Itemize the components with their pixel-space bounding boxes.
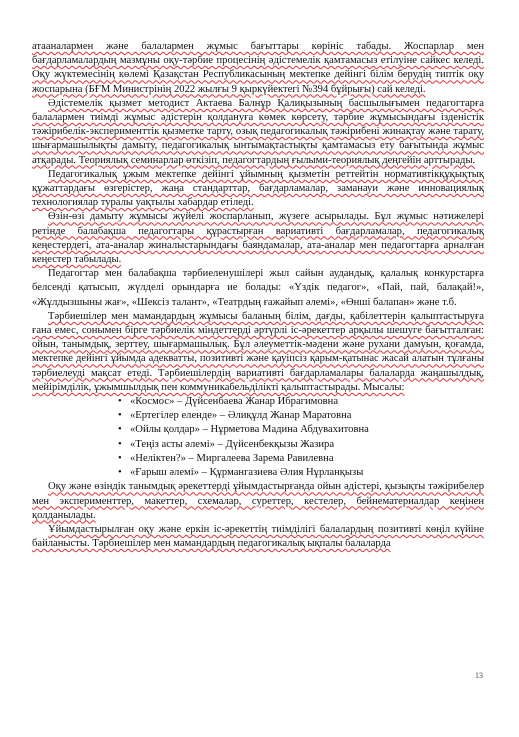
paragraph-p3: Педагогикалық ұжым мектепке дейінгі ұйымның қызметін реттейтін нормативтікқұқықтық құжаттардағы өзгерістер, жаңа стандарттар, бағдарламалар, заманауи және инновациялық технологиялар туралы уақтылы хабардар етіледі. bbox=[32, 168, 484, 209]
paragraph-p7: Оқу және өзіндік танымдық әрекеттерді ұйымдастырғанда ойын әдістері, қызықты тәжірибелер мен эксперименттер, макеттер, схемалар, суреттер, кестелер, бейнематериалдар кеңінен қолданылады. bbox=[32, 481, 484, 521]
list-item: • «Ертегілер еленде» – Әлиқұлд Жанар Маратовна bbox=[118, 409, 484, 423]
list-item: • «Неліктен?» – Миргалеева Зарема Равилевна bbox=[118, 452, 484, 466]
list-item: • «Ойлы қолдар» – Нұрметова Мадина Абдувахитовна bbox=[118, 423, 484, 437]
paragraph-p8: Ұйымдастырылған оқу және еркін іс-әрекеттің тиімділігі балалардың позитивті көңіл күйіне байланысты. Тәрбиешілер мен мамандардың педагогикалық ықпалы балаларда bbox=[32, 523, 484, 550]
paragraph-p4: Өзін-өзі дамыту жұмысы жүйелі жоспарланып, жүзеге асырылады. Бұл жұмыс нәтижелері ретінде балабақша педагогтары құрастырған вариативті бағдарламалар, педагогикалық кеңестердегі, ата-аналар жиналыстарындағы баяндамалар, ата-аналар мен педагогтарға арналған кеңестер табылады. bbox=[32, 211, 484, 266]
list-item: • «Ғарыш әлемі» – Құрмангазиева Әлия Нұрланқызы bbox=[118, 466, 484, 480]
paragraph-p1: атааналармен және балалармен жұмыс бағыттары көрініс табады. Жоспарлар мен бағдарламалардың мазмұны оқу-тәрбие процесінің әдістемелік қамтамасыз етілуіне сайкес келеді. Оқу жүктемесінің көлемі Қазақстан Республикасының мектепке дейінгі білім берудің типтік оқу жоспарына (БҒМ Министрінің 2022 жылғы 9 қыркүйектегі №394 бұйрығы) сай келеді. bbox=[32, 41, 484, 95]
list-item: • «Теңіз асты әлемі» – Дүйсенбекқызы Жазира bbox=[118, 438, 484, 452]
paragraph-p2: Әдістемелік қызмет методист Актаева Балнұр Қалиқызының басшылығымен педагогтарға балалармен тиімді жұмыс әдістерін қолдануға көмек көрсету, тәрбие жұмысындағы ізденістік тәжірибелік-эксперименттік қызметке тарту, озық педагогикалық тәжірибені жинақтау және тарату, шығармашылықты дамыту, педагогикалық ынтымақтастықты қамтамасыз ету бағытында жұмыс атқарады. Теориялық семинарлар өткізіп, педагогтардың ғылыми-теориялық деңгейін арттырады. bbox=[32, 97, 484, 166]
document-body bbox=[32, 40, 484, 551]
paragraph-p5: Педагогтар мен балабақша тәрбиеленушілері жыл сайын аудандық, қалалық конкурстарға белсенді қатысып, жүлделі орындарға ие болады: «Үздік педагог», «Пай, пай, балақай!», «Жұлдызшыны жағ», «Шексіз талант», «Театрдың ғажайып әлемі», «Өнші балапан» және т.б. bbox=[32, 268, 484, 308]
page-number: 13 bbox=[475, 671, 483, 680]
list-item: • «Космос» – Дүйсенбаева Жанар Ибрагимовна bbox=[118, 395, 484, 409]
program-list bbox=[32, 395, 484, 480]
paragraph-p6: Тәрбиешілер мен мамандардың жұмысы баланың білім, дағды, қабілеттерін қалыптастыруға ғана емес, сонымен бірге тәрбиелік міндеттерді әртүрлі іс-әрекеттер арқылы шешуге бағытталған: ойын, танымдық, зерттеу, шығармашылық. Бұл әлеуметтік-мәдени және рухани дамуын, қоғамда, мектепке дейінгі ұйымда адекватты, позитивті және қауіпсіз қарым-қатынас жасай алатын тұлғаны тәрбиелеуді мақсат етеді. Тәрбиешілердің вариативті бағдарламалары балаларда жаңашылдық, мейірімділік, ұжымшылдық пен коммуникабельділікті қалыптастырады. Мысалы: bbox=[32, 310, 484, 393]
